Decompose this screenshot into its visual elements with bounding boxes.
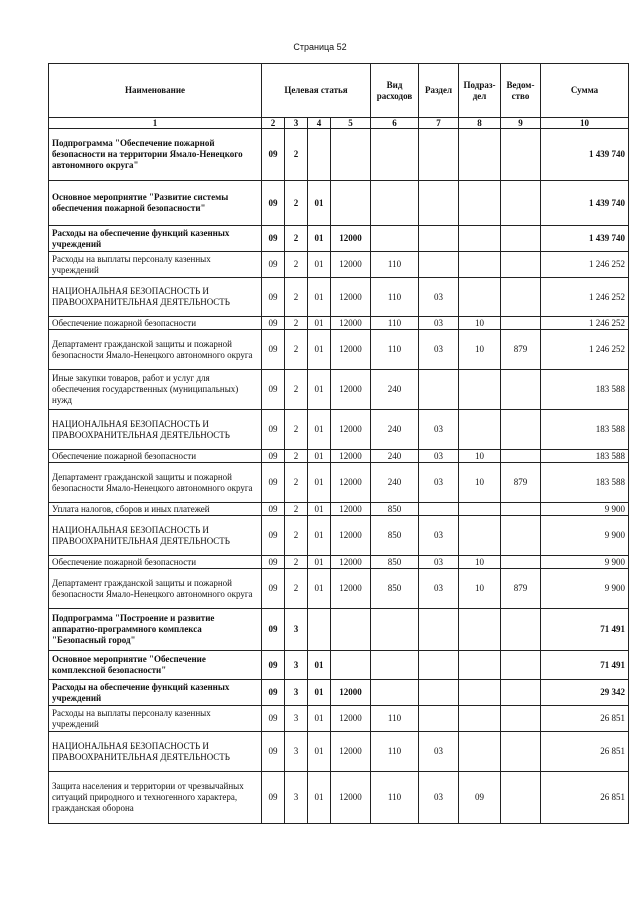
table-row: [49, 463, 629, 503]
target-code-3-cell: 01: [308, 226, 331, 252]
row-name-cell: Подпрограмма "Обеспечение пожарной безопасности на территории Ямало-Ненецкого автономного округа": [49, 129, 262, 181]
expense-type-cell: [371, 129, 419, 181]
column-number: 7: [419, 118, 459, 129]
target-code-1-cell: 09: [262, 370, 285, 410]
target-code-1-cell: 09: [262, 278, 285, 317]
section-cell: 03: [419, 330, 459, 370]
subsection-cell: [459, 278, 501, 317]
subsection-cell: 10: [459, 463, 501, 503]
target-code-1-cell: 09: [262, 330, 285, 370]
expense-type-cell: [371, 226, 419, 252]
expense-type-cell: 110: [371, 772, 419, 824]
target-code-2-cell: 2: [285, 278, 308, 317]
target-code-1-cell: 09: [262, 609, 285, 651]
subsection-cell: [459, 732, 501, 772]
table-row: [49, 732, 629, 772]
subsection-cell: [459, 516, 501, 556]
section-cell: 03: [419, 732, 459, 772]
target-code-3-cell: [308, 129, 331, 181]
table-row: [49, 569, 629, 609]
target-code-4-cell: 12000: [331, 278, 371, 317]
expense-type-cell: 240: [371, 450, 419, 463]
section-cell: 03: [419, 450, 459, 463]
department-cell: [501, 181, 541, 226]
section-cell: 03: [419, 317, 459, 330]
sum-cell: 1 246 252: [541, 330, 629, 370]
sum-cell: 1 439 740: [541, 181, 629, 226]
target-code-1-cell: 09: [262, 410, 285, 450]
department-cell: 879: [501, 569, 541, 609]
table-row: [49, 450, 629, 463]
column-number: 1: [49, 118, 262, 129]
column-number: 9: [501, 118, 541, 129]
target-code-1-cell: 09: [262, 252, 285, 278]
target-code-2-cell: 2: [285, 317, 308, 330]
subsection-cell: [459, 252, 501, 278]
target-code-4-cell: [331, 651, 371, 680]
sum-cell: 9 900: [541, 556, 629, 569]
department-cell: [501, 609, 541, 651]
row-name-cell: Расходы на обеспечение функций казенных учреждений: [49, 226, 262, 252]
target-code-4-cell: 12000: [331, 569, 371, 609]
target-code-2-cell: 2: [285, 330, 308, 370]
target-code-4-cell: 12000: [331, 680, 371, 706]
subsection-cell: [459, 129, 501, 181]
target-code-3-cell: 01: [308, 503, 331, 516]
target-code-1-cell: 09: [262, 516, 285, 556]
target-code-1-cell: 09: [262, 450, 285, 463]
sum-cell: 71 491: [541, 651, 629, 680]
table-row: [49, 516, 629, 556]
subsection-cell: 10: [459, 317, 501, 330]
section-cell: 03: [419, 278, 459, 317]
target-code-3-cell: 01: [308, 772, 331, 824]
header-section: Раздел: [419, 64, 459, 118]
department-cell: [501, 503, 541, 516]
target-code-2-cell: 3: [285, 680, 308, 706]
target-code-3-cell: 01: [308, 330, 331, 370]
target-code-4-cell: 12000: [331, 503, 371, 516]
row-name-cell: НАЦИОНАЛЬНАЯ БЕЗОПАСНОСТЬ И ПРАВООХРАНИТЕЛЬНАЯ ДЕЯТЕЛЬНОСТЬ: [49, 278, 262, 317]
target-code-2-cell: 3: [285, 651, 308, 680]
target-code-2-cell: 3: [285, 706, 308, 732]
row-name-cell: НАЦИОНАЛЬНАЯ БЕЗОПАСНОСТЬ И ПРАВООХРАНИТЕЛЬНАЯ ДЕЯТЕЛЬНОСТЬ: [49, 732, 262, 772]
target-code-1-cell: 09: [262, 181, 285, 226]
row-name-cell: Обеспечение пожарной безопасности: [49, 556, 262, 569]
department-cell: [501, 278, 541, 317]
target-code-4-cell: 12000: [331, 226, 371, 252]
subsection-cell: 10: [459, 556, 501, 569]
row-name-cell: Расходы на выплаты персоналу казенных учреждений: [49, 252, 262, 278]
department-cell: [501, 706, 541, 732]
section-cell: [419, 370, 459, 410]
target-code-3-cell: 01: [308, 732, 331, 772]
target-code-4-cell: [331, 181, 371, 226]
row-name-cell: Расходы на обеспечение функций казенных учреждений: [49, 680, 262, 706]
subsection-cell: 09: [459, 772, 501, 824]
header-target: Целевая статья: [262, 64, 371, 118]
row-name-cell: Обеспечение пожарной безопасности: [49, 450, 262, 463]
row-name-cell: Департамент гражданской защиты и пожарной безопасности Ямало-Ненецкого автономного округа: [49, 330, 262, 370]
department-cell: [501, 732, 541, 772]
sum-cell: 183 588: [541, 410, 629, 450]
table-row: [49, 317, 629, 330]
table-row: [49, 370, 629, 410]
table-row: [49, 278, 629, 317]
column-number-row: [49, 118, 629, 129]
table-row: [49, 772, 629, 824]
target-code-2-cell: 2: [285, 181, 308, 226]
target-code-1-cell: 09: [262, 651, 285, 680]
target-code-3-cell: 01: [308, 181, 331, 226]
target-code-4-cell: 12000: [331, 556, 371, 569]
section-cell: [419, 706, 459, 732]
department-cell: 879: [501, 330, 541, 370]
column-number: 3: [285, 118, 308, 129]
target-code-4-cell: 12000: [331, 706, 371, 732]
section-cell: 03: [419, 463, 459, 503]
section-cell: 03: [419, 410, 459, 450]
target-code-2-cell: 2: [285, 569, 308, 609]
section-cell: [419, 181, 459, 226]
target-code-3-cell: 01: [308, 450, 331, 463]
row-name-cell: НАЦИОНАЛЬНАЯ БЕЗОПАСНОСТЬ И ПРАВООХРАНИТЕЛЬНАЯ ДЕЯТЕЛЬНОСТЬ: [49, 516, 262, 556]
department-cell: [501, 556, 541, 569]
sum-cell: 183 588: [541, 370, 629, 410]
expense-type-cell: 850: [371, 569, 419, 609]
department-cell: [501, 651, 541, 680]
target-code-1-cell: 09: [262, 556, 285, 569]
target-code-1-cell: 09: [262, 503, 285, 516]
target-code-2-cell: 2: [285, 226, 308, 252]
row-name-cell: Подпрограмма "Построение и развитие аппаратно-программного комплекса "Безопасный город": [49, 609, 262, 651]
header-sum: Сумма: [541, 64, 629, 118]
target-code-4-cell: [331, 129, 371, 181]
department-cell: [501, 252, 541, 278]
target-code-3-cell: 01: [308, 317, 331, 330]
target-code-4-cell: 12000: [331, 330, 371, 370]
sum-cell: 9 900: [541, 503, 629, 516]
row-name-cell: Основное мероприятие "Обеспечение комплексной безопасности": [49, 651, 262, 680]
sum-cell: 183 588: [541, 463, 629, 503]
section-cell: 03: [419, 772, 459, 824]
expense-type-cell: 110: [371, 252, 419, 278]
column-number: 5: [331, 118, 371, 129]
section-cell: 03: [419, 516, 459, 556]
sum-cell: 9 900: [541, 569, 629, 609]
target-code-2-cell: 2: [285, 556, 308, 569]
header-subsection: Подраз-дел: [459, 64, 501, 118]
target-code-3-cell: 01: [308, 278, 331, 317]
target-code-1-cell: 09: [262, 463, 285, 503]
subsection-cell: 10: [459, 569, 501, 609]
expense-type-cell: [371, 651, 419, 680]
target-code-4-cell: [331, 609, 371, 651]
target-code-4-cell: 12000: [331, 516, 371, 556]
row-name-cell: НАЦИОНАЛЬНАЯ БЕЗОПАСНОСТЬ И ПРАВООХРАНИТЕЛЬНАЯ ДЕЯТЕЛЬНОСТЬ: [49, 410, 262, 450]
department-cell: [501, 450, 541, 463]
expense-type-cell: 850: [371, 516, 419, 556]
subsection-cell: 10: [459, 330, 501, 370]
table-header-row: [49, 64, 629, 118]
sum-cell: 29 342: [541, 680, 629, 706]
subsection-cell: [459, 370, 501, 410]
section-cell: 03: [419, 556, 459, 569]
target-code-3-cell: 01: [308, 556, 331, 569]
department-cell: [501, 516, 541, 556]
row-name-cell: Иные закупки товаров, работ и услуг для обеспечения государственных (муниципальных) нужд: [49, 370, 262, 410]
header-expense-type: Вид расходов: [371, 64, 419, 118]
subsection-cell: [459, 609, 501, 651]
table-row: [49, 129, 629, 181]
subsection-cell: [459, 706, 501, 732]
column-number: 2: [262, 118, 285, 129]
sum-cell: 26 851: [541, 732, 629, 772]
table-row: [49, 181, 629, 226]
target-code-1-cell: 09: [262, 226, 285, 252]
target-code-4-cell: 12000: [331, 252, 371, 278]
target-code-4-cell: 12000: [331, 410, 371, 450]
target-code-2-cell: 3: [285, 609, 308, 651]
table-row: [49, 556, 629, 569]
department-cell: [501, 317, 541, 330]
target-code-3-cell: 01: [308, 370, 331, 410]
column-number: 10: [541, 118, 629, 129]
table-body: [49, 129, 629, 824]
sum-cell: 1 246 252: [541, 317, 629, 330]
subsection-cell: [459, 181, 501, 226]
expense-type-cell: [371, 609, 419, 651]
target-code-4-cell: 12000: [331, 450, 371, 463]
target-code-2-cell: 2: [285, 252, 308, 278]
table-row: [49, 706, 629, 732]
sum-cell: 1 246 252: [541, 252, 629, 278]
page-number: Страница 52: [293, 42, 347, 52]
target-code-3-cell: 01: [308, 651, 331, 680]
target-code-1-cell: 09: [262, 732, 285, 772]
target-code-3-cell: 01: [308, 252, 331, 278]
subsection-cell: [459, 226, 501, 252]
row-name-cell: Обеспечение пожарной безопасности: [49, 317, 262, 330]
target-code-3-cell: 01: [308, 463, 331, 503]
section-cell: [419, 226, 459, 252]
header-department: Ведом-ство: [501, 64, 541, 118]
section-cell: [419, 129, 459, 181]
target-code-2-cell: 2: [285, 503, 308, 516]
section-cell: [419, 609, 459, 651]
table-row: [49, 680, 629, 706]
target-code-2-cell: 2: [285, 410, 308, 450]
target-code-4-cell: 12000: [331, 772, 371, 824]
sum-cell: 9 900: [541, 516, 629, 556]
column-number: 8: [459, 118, 501, 129]
row-name-cell: Основное мероприятие "Развитие системы обеспечения пожарной безопасности": [49, 181, 262, 226]
target-code-2-cell: 3: [285, 772, 308, 824]
sum-cell: 1 246 252: [541, 278, 629, 317]
target-code-2-cell: 2: [285, 129, 308, 181]
expense-type-cell: [371, 680, 419, 706]
target-code-3-cell: [308, 609, 331, 651]
table-row: [49, 252, 629, 278]
table-row: [49, 609, 629, 651]
column-number: 4: [308, 118, 331, 129]
target-code-1-cell: 09: [262, 569, 285, 609]
target-code-4-cell: 12000: [331, 463, 371, 503]
expense-type-cell: 240: [371, 410, 419, 450]
expense-type-cell: 110: [371, 317, 419, 330]
expense-type-cell: 240: [371, 370, 419, 410]
target-code-3-cell: 01: [308, 569, 331, 609]
department-cell: [501, 772, 541, 824]
row-name-cell: Расходы на выплаты персоналу казенных учреждений: [49, 706, 262, 732]
header-name: Наименование: [49, 64, 262, 118]
row-name-cell: Уплата налогов, сборов и иных платежей: [49, 503, 262, 516]
subsection-cell: [459, 410, 501, 450]
table-row: [49, 410, 629, 450]
target-code-1-cell: 09: [262, 129, 285, 181]
expense-type-cell: 110: [371, 330, 419, 370]
subsection-cell: [459, 503, 501, 516]
sum-cell: 26 851: [541, 706, 629, 732]
department-cell: [501, 226, 541, 252]
target-code-1-cell: 09: [262, 317, 285, 330]
section-cell: [419, 680, 459, 706]
subsection-cell: [459, 680, 501, 706]
table-row: [49, 330, 629, 370]
table-row: [49, 503, 629, 516]
target-code-3-cell: 01: [308, 516, 331, 556]
expense-type-cell: 110: [371, 278, 419, 317]
table-row: [49, 651, 629, 680]
sum-cell: 183 588: [541, 450, 629, 463]
expense-type-cell: 850: [371, 556, 419, 569]
sum-cell: 1 439 740: [541, 226, 629, 252]
section-cell: [419, 252, 459, 278]
target-code-2-cell: 2: [285, 516, 308, 556]
department-cell: [501, 680, 541, 706]
target-code-2-cell: 3: [285, 732, 308, 772]
target-code-1-cell: 09: [262, 680, 285, 706]
row-name-cell: Департамент гражданской защиты и пожарной безопасности Ямало-Ненецкого автономного округа: [49, 463, 262, 503]
target-code-3-cell: 01: [308, 410, 331, 450]
expense-type-cell: 850: [371, 503, 419, 516]
row-name-cell: Департамент гражданской защиты и пожарной безопасности Ямало-Ненецкого автономного округа: [49, 569, 262, 609]
target-code-3-cell: 01: [308, 706, 331, 732]
target-code-4-cell: 12000: [331, 370, 371, 410]
target-code-3-cell: 01: [308, 680, 331, 706]
target-code-2-cell: 2: [285, 463, 308, 503]
subsection-cell: [459, 651, 501, 680]
row-name-cell: Защита населения и территории от чрезвычайных ситуаций природного и техногенного характера, гражданская оборона: [49, 772, 262, 824]
department-cell: [501, 410, 541, 450]
department-cell: [501, 129, 541, 181]
table-row: [49, 226, 629, 252]
sum-cell: 1 439 740: [541, 129, 629, 181]
section-cell: [419, 503, 459, 516]
expense-type-cell: 240: [371, 463, 419, 503]
department-cell: 879: [501, 463, 541, 503]
target-code-2-cell: 2: [285, 370, 308, 410]
subsection-cell: 10: [459, 450, 501, 463]
target-code-4-cell: 12000: [331, 732, 371, 772]
target-code-2-cell: 2: [285, 450, 308, 463]
expense-type-cell: [371, 181, 419, 226]
expense-type-cell: 110: [371, 732, 419, 772]
sum-cell: 26 851: [541, 772, 629, 824]
target-code-1-cell: 09: [262, 706, 285, 732]
budget-table: [48, 63, 629, 824]
section-cell: 03: [419, 569, 459, 609]
target-code-1-cell: 09: [262, 772, 285, 824]
section-cell: [419, 651, 459, 680]
sum-cell: 71 491: [541, 609, 629, 651]
department-cell: [501, 370, 541, 410]
target-code-4-cell: 12000: [331, 317, 371, 330]
column-number: 6: [371, 118, 419, 129]
expense-type-cell: 110: [371, 706, 419, 732]
